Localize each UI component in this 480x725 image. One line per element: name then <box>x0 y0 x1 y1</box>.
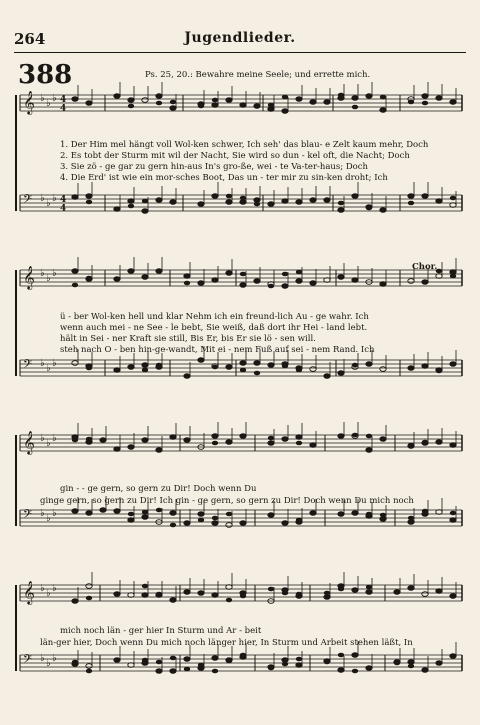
note-head <box>226 194 232 199</box>
time-signature: 4 <box>60 204 67 214</box>
time-signature: 4 <box>60 104 67 114</box>
note-head <box>408 100 414 105</box>
note-head <box>338 668 344 673</box>
note-head <box>254 279 260 284</box>
note-head <box>324 660 330 665</box>
note-head <box>114 592 120 597</box>
note-head <box>380 437 386 442</box>
note-head <box>450 100 456 105</box>
note-head <box>408 660 414 665</box>
note-head <box>324 100 330 105</box>
note-head <box>422 440 428 445</box>
note-head <box>352 511 358 516</box>
note-head <box>198 591 204 596</box>
note-head <box>296 657 302 662</box>
flat-sign: ♭ <box>40 583 45 594</box>
flat-sign: ♭ <box>52 653 57 664</box>
note-head <box>394 590 400 595</box>
note-head <box>226 271 232 276</box>
note-head <box>198 512 204 517</box>
note-head <box>86 596 92 601</box>
note-head <box>170 669 176 674</box>
note-head <box>156 592 162 597</box>
note-head <box>408 194 414 199</box>
note-head <box>450 594 456 599</box>
note-head <box>142 438 148 443</box>
note-head <box>86 511 92 516</box>
note-head <box>128 269 134 274</box>
note-head <box>170 511 176 516</box>
note-head <box>240 368 246 373</box>
note-head <box>268 363 274 368</box>
note-head <box>212 434 218 439</box>
note-head <box>156 363 162 368</box>
note-head <box>296 441 302 446</box>
note-head <box>296 97 302 102</box>
note-head <box>268 441 274 446</box>
note-head <box>352 105 358 110</box>
note-head <box>296 518 302 523</box>
note-head <box>310 281 316 286</box>
note-head <box>100 508 106 513</box>
note-head <box>254 104 260 109</box>
lyric-line: ginge gern, so gern zu Dir! Ich gin - ge gern, so gern zu Dir! Doch wenn Du mich noch <box>40 496 414 506</box>
note-head <box>380 513 386 518</box>
flat-sign: ♭ <box>46 363 51 374</box>
note-head <box>198 281 204 286</box>
note-head <box>142 363 148 368</box>
note-head <box>296 368 302 373</box>
note-head <box>184 521 190 526</box>
note-head <box>226 98 232 103</box>
note-head <box>268 513 274 518</box>
note-head <box>254 202 260 207</box>
note-head <box>324 591 330 596</box>
note-head <box>128 104 134 109</box>
flat-sign: ♭ <box>46 273 51 284</box>
note-head <box>240 200 246 205</box>
lyric-line: ü - ber Wol-ken hell und klar Nehm ich ein freund-lich Au - ge wahr. Ich <box>60 312 369 322</box>
note-head <box>128 199 134 204</box>
note-head <box>422 592 428 597</box>
flat-sign: ♭ <box>52 508 57 519</box>
flat-sign: ♭ <box>40 193 45 204</box>
lyric-line: 3. Sie zö - ge gar zu gern hin-aus In's gro-ße, wei - te Va-ter-haus; Doch <box>60 162 368 172</box>
note-head <box>282 95 288 100</box>
note-head <box>380 282 386 287</box>
note-head <box>450 362 456 367</box>
note-head <box>86 200 92 205</box>
note-head <box>310 100 316 105</box>
note-head <box>338 587 344 592</box>
note-head <box>72 195 78 200</box>
lyric-line: steh nach O - ben hin-ge-wandt, Mit ei - nem Fuß auf sei - nem Rand. Ich <box>60 345 375 355</box>
note-head <box>142 199 148 204</box>
note-head <box>282 199 288 204</box>
flat-sign: ♭ <box>40 433 45 444</box>
note-head <box>170 435 176 440</box>
lyric-line: mich noch län - ger hier In Sturm und Ar - beit <box>60 626 262 636</box>
note-head <box>338 653 344 658</box>
flat-sign: ♭ <box>52 268 57 279</box>
note-head <box>282 662 288 667</box>
note-head <box>212 278 218 283</box>
note-head <box>128 204 134 209</box>
note-head <box>422 668 428 673</box>
note-head <box>240 196 246 201</box>
note-head <box>114 658 120 663</box>
bass-clef-icon: 𝄢 <box>23 653 33 669</box>
note-head <box>142 515 148 520</box>
note-head <box>254 198 260 203</box>
chorus-label: Chor. <box>412 262 438 272</box>
note-head <box>338 434 344 439</box>
note-head <box>114 447 120 452</box>
note-head <box>338 208 344 213</box>
note-head <box>128 512 134 517</box>
note-head <box>422 280 428 285</box>
note-head <box>422 94 428 99</box>
note-head <box>324 374 330 379</box>
note-head <box>86 194 92 199</box>
note-head <box>198 518 204 523</box>
note-head <box>100 438 106 443</box>
note-head <box>422 101 428 106</box>
note-head <box>226 440 232 445</box>
note-head <box>142 209 148 214</box>
note-head <box>436 369 442 374</box>
flat-sign: ♭ <box>46 98 51 109</box>
note-head <box>450 654 456 659</box>
note-head <box>366 434 372 439</box>
bass-clef-icon: 𝄢 <box>23 193 33 209</box>
note-head <box>184 590 190 595</box>
note-head <box>128 98 134 103</box>
note-head <box>296 435 302 440</box>
flat-sign: ♭ <box>46 198 51 209</box>
note-head <box>128 365 134 370</box>
note-head <box>226 659 232 664</box>
note-head <box>226 200 232 205</box>
flat-sign: ♭ <box>52 583 57 594</box>
flat-sign: ♭ <box>52 193 57 204</box>
note-head <box>226 365 232 370</box>
note-head <box>184 281 190 286</box>
lyric-line: 4. Die Erd' ist wie ein mor-sches Boot, Das un - ter mir zu sin-ken droht; Ich <box>60 173 388 183</box>
note-head <box>184 438 190 443</box>
flat-sign: ♭ <box>46 513 51 524</box>
note-head <box>72 660 78 665</box>
note-head <box>450 443 456 448</box>
note-head <box>268 202 274 207</box>
note-head <box>212 98 218 103</box>
note-head <box>156 508 162 513</box>
note-head <box>86 584 92 589</box>
note-head <box>366 206 372 211</box>
note-head <box>114 277 120 282</box>
note-head <box>254 361 260 366</box>
note-head <box>184 374 190 379</box>
note-head <box>254 371 260 376</box>
bass-clef-icon: 𝄢 <box>23 508 33 524</box>
note-head <box>352 194 358 199</box>
note-head <box>86 101 92 106</box>
note-head <box>338 93 344 98</box>
note-head <box>184 274 190 279</box>
note-head <box>282 521 288 526</box>
note-head <box>282 658 288 663</box>
note-head <box>184 657 190 662</box>
note-head <box>156 198 162 203</box>
note-head <box>114 368 120 373</box>
note-head <box>142 510 148 515</box>
note-head <box>338 512 344 517</box>
lyric-line: wenn auch mei - ne See - le bebt, Sie weiß, daß dort ihr Hei - land lebt. <box>60 323 368 333</box>
lyric-line: gin - - ge gern, so gern zu Dir! Doch wenn Du <box>60 484 257 494</box>
note-head <box>408 366 414 371</box>
lyric-line: 1. Der Him mel hängt voll Wol-ken schwer, Ich seh' das blau- e Zelt kaum mehr, Doch <box>60 140 429 150</box>
lyric-line: län-ger hier, Doch wenn Du mich noch länger hier, In Sturm und Arbeit stehen läßt, In <box>40 638 413 648</box>
flat-sign: ♭ <box>52 433 57 444</box>
note-head <box>366 512 372 517</box>
note-head <box>422 509 428 514</box>
note-head <box>352 96 358 101</box>
note-head <box>296 663 302 668</box>
bass-clef-icon: 𝄢 <box>23 358 33 374</box>
note-head <box>240 272 246 277</box>
note-head <box>212 194 218 199</box>
note-head <box>352 669 358 674</box>
note-head <box>436 661 442 666</box>
note-head <box>450 270 456 275</box>
note-head <box>170 106 176 111</box>
note-head <box>142 593 148 598</box>
note-head <box>156 660 162 665</box>
note-head <box>422 194 428 199</box>
note-head <box>268 284 274 289</box>
note-head <box>142 584 148 589</box>
lyric-line: hält in Sei - ner Kraft sie still, Bis Er, bis Er sie lö - sen will. <box>60 334 316 344</box>
note-head <box>72 599 78 604</box>
note-head <box>142 658 148 663</box>
note-head <box>128 518 134 523</box>
note-head <box>198 358 204 363</box>
note-head <box>380 95 386 100</box>
note-head <box>198 663 204 668</box>
note-head <box>380 108 386 113</box>
note-head <box>86 669 92 674</box>
note-head <box>450 196 456 201</box>
treble-clef-icon: 𝄞 <box>23 430 35 454</box>
note-head <box>212 441 218 446</box>
note-head <box>450 274 456 279</box>
note-head <box>240 103 246 108</box>
note-head <box>240 653 246 658</box>
note-head <box>212 516 218 521</box>
note-head <box>72 361 78 366</box>
note-head <box>156 448 162 453</box>
note-head <box>450 511 456 516</box>
note-head <box>282 272 288 277</box>
epigraph: Ps. 25, 20.: Bewahre meine Seele; und errette mich. <box>145 70 371 80</box>
flat-sign: ♭ <box>46 438 51 449</box>
note-head <box>366 666 372 671</box>
note-head <box>366 585 372 590</box>
note-head <box>366 448 372 453</box>
note-head <box>408 443 414 448</box>
note-head <box>170 523 176 528</box>
lyric-line: 2. Es tobt der Sturm mit wil der Nacht, Sie wird so dun - kel oft, die Nacht; Doch <box>60 151 410 161</box>
note-head <box>422 364 428 369</box>
note-head <box>114 94 120 99</box>
note-head <box>86 664 92 669</box>
note-head <box>156 94 162 99</box>
note-head <box>310 443 316 448</box>
note-head <box>380 208 386 213</box>
note-head <box>352 363 358 368</box>
note-head <box>240 434 246 439</box>
note-head <box>338 371 344 376</box>
note-head <box>282 591 288 596</box>
note-head <box>128 445 134 450</box>
note-head <box>352 278 358 283</box>
note-head <box>366 94 372 99</box>
time-signature: 4 <box>60 95 67 105</box>
note-head <box>114 207 120 212</box>
flat-sign: ♭ <box>40 508 45 519</box>
note-head <box>268 666 274 671</box>
note-head <box>72 269 78 274</box>
note-head <box>72 509 78 514</box>
note-head <box>408 279 414 284</box>
note-head <box>282 364 288 369</box>
note-head <box>338 201 344 206</box>
note-head <box>352 588 358 593</box>
flat-sign: ♭ <box>52 358 57 369</box>
note-head <box>436 96 442 101</box>
note-head <box>156 669 162 674</box>
note-head <box>436 440 442 445</box>
treble-clef-icon: 𝄞 <box>23 580 35 604</box>
note-head <box>198 104 204 109</box>
flat-sign: ♭ <box>46 658 51 669</box>
note-head <box>296 279 302 284</box>
note-head <box>408 520 414 525</box>
note-head <box>394 661 400 666</box>
note-head <box>450 518 456 523</box>
note-head <box>352 433 358 438</box>
note-head <box>408 516 414 521</box>
note-head <box>86 276 92 281</box>
flat-sign: ♭ <box>46 588 51 599</box>
note-head <box>240 521 246 526</box>
note-head <box>226 523 232 528</box>
note-head <box>310 511 316 516</box>
note-head <box>142 98 148 103</box>
note-head <box>114 509 120 514</box>
note-head <box>198 202 204 207</box>
flat-sign: ♭ <box>52 93 57 104</box>
note-head <box>282 109 288 114</box>
note-head <box>170 100 176 105</box>
note-head <box>142 275 148 280</box>
running-head: Jugendlieder. <box>184 30 296 46</box>
note-head <box>212 656 218 661</box>
note-head <box>268 587 274 592</box>
note-head <box>436 589 442 594</box>
note-head <box>296 200 302 205</box>
note-head <box>212 103 218 108</box>
note-head <box>170 200 176 205</box>
note-head <box>324 198 330 203</box>
note-head <box>226 512 232 517</box>
note-head <box>338 275 344 280</box>
note-head <box>72 438 78 443</box>
note-head <box>212 365 218 370</box>
note-head <box>268 436 274 441</box>
note-head <box>408 664 414 669</box>
flat-sign: ♭ <box>40 268 45 279</box>
note-head <box>184 667 190 672</box>
note-head <box>310 367 316 372</box>
time-signature: 4 <box>60 195 67 205</box>
note-head <box>310 198 316 203</box>
note-head <box>240 594 246 599</box>
hymn-number: 388 <box>18 60 73 90</box>
note-head <box>366 362 372 367</box>
note-head <box>72 97 78 102</box>
note-head <box>296 270 302 275</box>
note-head <box>268 107 274 112</box>
flat-sign: ♭ <box>40 358 45 369</box>
note-head <box>72 283 78 288</box>
note-head <box>212 669 218 674</box>
note-head <box>436 199 442 204</box>
note-head <box>226 598 232 603</box>
note-head <box>380 517 386 522</box>
note-head <box>212 521 218 526</box>
note-head <box>352 653 358 658</box>
note-head <box>268 103 274 108</box>
note-head <box>240 283 246 288</box>
note-head <box>408 586 414 591</box>
note-head <box>408 201 414 206</box>
note-head <box>212 593 218 598</box>
page-number: 264 <box>14 30 46 48</box>
note-head <box>366 590 372 595</box>
note-head <box>86 437 92 442</box>
flat-sign: ♭ <box>40 93 45 104</box>
note-head <box>156 269 162 274</box>
note-head <box>142 368 148 373</box>
note-head <box>156 101 162 106</box>
note-head <box>296 592 302 597</box>
note-head <box>324 595 330 600</box>
note-head <box>282 437 288 442</box>
note-head <box>170 598 176 603</box>
treble-clef-icon: 𝄞 <box>23 90 35 114</box>
treble-clef-icon: 𝄞 <box>23 265 35 289</box>
note-head <box>86 366 92 371</box>
note-head <box>170 656 176 661</box>
note-head <box>240 361 246 366</box>
note-head <box>282 284 288 289</box>
flat-sign: ♭ <box>40 653 45 664</box>
note-head <box>380 367 386 372</box>
